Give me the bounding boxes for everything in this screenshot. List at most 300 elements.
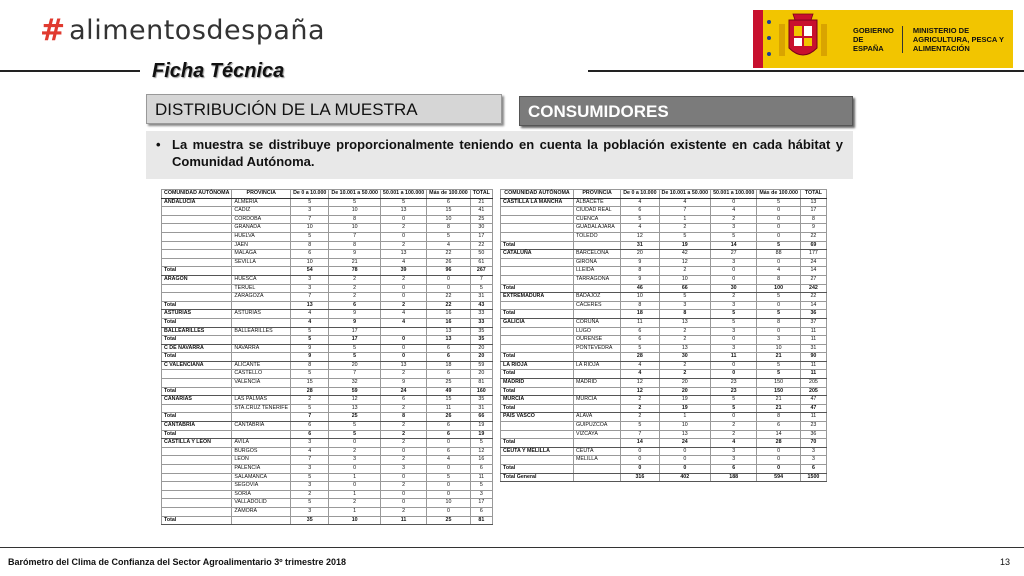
hab-0-10000-cell: 2 (621, 413, 659, 422)
provincia-cell: CADIZ (232, 207, 291, 216)
provincia-cell: MADRID (573, 379, 620, 388)
hab-50001-100000-cell: 24 (380, 387, 426, 396)
hab-mas-100000-cell: 5 (757, 198, 801, 207)
total-cell: 41 (470, 207, 492, 216)
provincia-cell: LUGO (573, 327, 620, 336)
total-cell: 5 (470, 439, 492, 448)
hab-50001-100000-cell: 5 (380, 198, 426, 207)
hab-mas-100000-cell: 0 (757, 215, 801, 224)
hab-50001-100000-cell: 4 (380, 258, 426, 267)
hab-0-10000-cell: 46 (621, 284, 659, 293)
comunidad-cell (162, 482, 232, 491)
total-cell: 69 (800, 241, 826, 250)
hab-10001-50000-cell: 9 (329, 310, 381, 319)
hab-50001-100000-cell: 2 (380, 404, 426, 413)
total-cell: 33 (470, 310, 492, 319)
total-cell: 8 (800, 215, 826, 224)
table-row (162, 465, 493, 474)
total-cell: 267 (470, 267, 492, 276)
total-cell: 12 (470, 447, 492, 456)
hab-50001-100000-cell: 23 (711, 387, 757, 396)
hab-0-10000-cell: 54 (291, 267, 329, 276)
hab-10001-50000-cell: 78 (329, 267, 381, 276)
hab-50001-100000-cell: 0 (380, 499, 426, 508)
hab-50001-100000-cell: 0 (380, 215, 426, 224)
hab-10001-50000-cell: 13 (329, 404, 381, 413)
hab-10001-50000-cell: 20 (659, 379, 711, 388)
comunidad-cell (501, 215, 574, 224)
hab-10001-50000-cell: 42 (659, 250, 711, 259)
total-cell: 3 (800, 456, 826, 465)
table-row (162, 379, 493, 388)
table-row (501, 379, 827, 388)
hab-0-10000-cell: 35 (291, 516, 329, 525)
comunidad-cell (162, 490, 232, 499)
hab-50001-100000-cell: 3 (711, 327, 757, 336)
hab-50001-100000-cell: 0 (380, 344, 426, 353)
hab-0-10000-cell: 2 (621, 404, 659, 413)
provincia-cell: GUADALAJARA (573, 224, 620, 233)
comunidad-cell: Total General (501, 473, 574, 482)
provincia-cell: CEUTA (573, 447, 620, 456)
column-header: De 10.001 a 50.000 (329, 190, 381, 199)
hab-0-10000-cell: 8 (291, 241, 329, 250)
total-cell: 22 (470, 241, 492, 250)
table-total-row (162, 318, 493, 327)
comunidad-cell (162, 250, 232, 259)
table-row (162, 473, 493, 482)
total-cell: 22 (800, 293, 826, 302)
hab-10001-50000-cell: 1 (329, 490, 381, 499)
hab-0-10000-cell: 5 (291, 370, 329, 379)
comunidad-cell (501, 224, 574, 233)
total-cell: 70 (800, 439, 826, 448)
hab-10001-50000-cell: 1 (329, 507, 381, 516)
hab-10001-50000-cell: 20 (329, 361, 381, 370)
table-row (501, 301, 827, 310)
provincia-cell: HUELVA (232, 232, 291, 241)
total-cell: 6 (470, 507, 492, 516)
hab-0-10000-cell: 7 (621, 430, 659, 439)
comunidad-cell (501, 301, 574, 310)
hab-mas-100000-cell: 26 (427, 413, 471, 422)
total-cell: 11 (470, 473, 492, 482)
hab-mas-100000-cell: 0 (427, 275, 471, 284)
total-cell: 11 (800, 361, 826, 370)
table-row (162, 482, 493, 491)
hab-0-10000-cell: 6 (621, 327, 659, 336)
column-header: COMUNIDAD AUTÓNOMA (501, 190, 574, 199)
table-total-row (501, 284, 827, 293)
hab-mas-100000-cell: 0 (757, 327, 801, 336)
total-cell: 9 (800, 224, 826, 233)
methodology-note (146, 131, 853, 179)
hab-0-10000-cell: 4 (291, 447, 329, 456)
table-total-row (501, 404, 827, 413)
hab-0-10000-cell: 5 (291, 336, 329, 345)
hab-mas-100000-cell: 6 (427, 430, 471, 439)
hab-50001-100000-cell: 0 (380, 293, 426, 302)
total-cell: 205 (800, 387, 826, 396)
table-total-row (501, 387, 827, 396)
comunidad-cell (162, 404, 232, 413)
hab-50001-100000-cell: 14 (711, 241, 757, 250)
hab-0-10000-cell: 2 (291, 490, 329, 499)
provincia-cell (232, 516, 291, 525)
hab-50001-100000-cell: 23 (711, 379, 757, 388)
hab-mas-100000-cell: 5 (757, 293, 801, 302)
table-row (501, 318, 827, 327)
hab-10001-50000-cell: 5 (329, 198, 381, 207)
hab-50001-100000-cell: 3 (711, 456, 757, 465)
hab-50001-100000-cell: 2 (711, 430, 757, 439)
comunidad-cell: Total (162, 336, 232, 345)
hab-10001-50000-cell: 2 (659, 267, 711, 276)
table-row (501, 422, 827, 431)
total-cell: 5 (470, 482, 492, 491)
hab-50001-100000-cell: 3 (711, 344, 757, 353)
hab-10001-50000-cell: 6 (329, 301, 381, 310)
provincia-cell: SALAMANCA (232, 473, 291, 482)
provincia-cell: ALMERIA (232, 198, 291, 207)
total-cell: 36 (800, 430, 826, 439)
total-cell: 31 (470, 404, 492, 413)
comunidad-cell: Total (501, 439, 574, 448)
provincia-cell (232, 336, 291, 345)
hab-10001-50000-cell: 2 (329, 499, 381, 508)
hab-0-10000-cell: 5 (291, 232, 329, 241)
hab-50001-100000-cell: 2 (711, 293, 757, 302)
comunidad-cell (162, 465, 232, 474)
comunidad-cell: Total (162, 430, 232, 439)
hab-0-10000-cell: 28 (291, 387, 329, 396)
hab-0-10000-cell: 28 (621, 353, 659, 362)
hab-mas-100000-cell: 0 (757, 207, 801, 216)
comunidad-cell (162, 232, 232, 241)
hab-mas-100000-cell: 594 (757, 473, 801, 482)
table-row (501, 207, 827, 216)
table-row (501, 224, 827, 233)
table-row (162, 232, 493, 241)
hab-10001-50000-cell: 10 (659, 275, 711, 284)
hab-mas-100000-cell: 22 (427, 293, 471, 302)
hab-0-10000-cell: 5 (291, 404, 329, 413)
hab-50001-100000-cell: 4 (711, 207, 757, 216)
hab-10001-50000-cell: 7 (329, 370, 381, 379)
total-cell: 35 (470, 336, 492, 345)
total-cell: 242 (800, 284, 826, 293)
hab-mas-100000-cell: 10 (427, 499, 471, 508)
hab-mas-100000-cell: 14 (757, 430, 801, 439)
hab-50001-100000-cell: 13 (380, 207, 426, 216)
hab-mas-100000-cell: 6 (427, 447, 471, 456)
footer-text: Barómetro del Clima de Confianza del Sector Agroalimentario 3º trimestre 2018 (8, 557, 347, 567)
provincia-cell: VIZCAYA (573, 430, 620, 439)
hab-mas-100000-cell: 21 (757, 353, 801, 362)
hab-0-10000-cell: 10 (621, 293, 659, 302)
hash-logo-mark: # (40, 12, 66, 48)
table-total-row (162, 301, 493, 310)
hab-50001-100000-cell: 6 (380, 396, 426, 405)
comunidad-cell (162, 215, 232, 224)
sample-distribution-table-right (500, 189, 827, 482)
hab-10001-50000-cell: 30 (659, 353, 711, 362)
table-total-row (501, 465, 827, 474)
hab-10001-50000-cell: 0 (659, 465, 711, 474)
hab-50001-100000-cell: 30 (711, 284, 757, 293)
hab-10001-50000-cell: 1 (659, 215, 711, 224)
total-cell: 31 (800, 344, 826, 353)
comunidad-cell: ANDALUCIA (162, 198, 232, 207)
total-cell: 160 (470, 387, 492, 396)
hab-50001-100000-cell: 5 (711, 232, 757, 241)
provincia-cell: MELILLA (573, 456, 620, 465)
comunidad-cell: MADRID (501, 379, 574, 388)
provincia-cell: ZAMORA (232, 507, 291, 516)
hab-0-10000-cell: 8 (291, 361, 329, 370)
hab-10001-50000-cell: 12 (329, 396, 381, 405)
provincia-cell: BARCELONA (573, 250, 620, 259)
provincia-cell (232, 430, 291, 439)
total-cell: 47 (800, 404, 826, 413)
table-row (162, 361, 493, 370)
hab-mas-100000-cell: 6 (427, 353, 471, 362)
provincia-cell: PONTEVEDRA (573, 344, 620, 353)
page-number: 13 (1000, 557, 1011, 567)
hab-50001-100000-cell: 11 (711, 353, 757, 362)
hab-50001-100000-cell: 2 (380, 370, 426, 379)
total-cell: 24 (800, 258, 826, 267)
provincia-cell: PALENCIA (232, 465, 291, 474)
comunidad-cell: CASTILLA LA MANCHA (501, 198, 574, 207)
hab-10001-50000-cell: 2 (659, 336, 711, 345)
comunidad-cell (501, 456, 574, 465)
hab-0-10000-cell: 4 (291, 310, 329, 319)
hab-10001-50000-cell: 7 (659, 207, 711, 216)
hab-0-10000-cell: 6 (291, 422, 329, 431)
hab-10001-50000-cell: 32 (329, 379, 381, 388)
table-row (162, 310, 493, 319)
hab-mas-100000-cell: 26 (427, 258, 471, 267)
hab-mas-100000-cell: 10 (427, 215, 471, 224)
comunidad-cell: Total (501, 284, 574, 293)
hab-50001-100000-cell: 6 (711, 465, 757, 474)
hab-0-10000-cell: 20 (621, 250, 659, 259)
methodology-note-text: La muestra se distribuye proporcionalmente teniendo en cuenta la población existente en cada hábitat y Comunidad Autónoma. (172, 137, 843, 169)
hab-10001-50000-cell: 2 (659, 370, 711, 379)
hab-mas-100000-cell: 5 (757, 241, 801, 250)
hab-0-10000-cell: 316 (621, 473, 659, 482)
hab-50001-100000-cell: 2 (711, 422, 757, 431)
hab-10001-50000-cell: 402 (659, 473, 711, 482)
title-rule-right (588, 70, 1024, 72)
table-row (162, 370, 493, 379)
hab-10001-50000-cell: 10 (329, 207, 381, 216)
total-cell: 177 (800, 250, 826, 259)
hab-50001-100000-cell: 11 (380, 516, 426, 525)
table-row (162, 456, 493, 465)
hab-0-10000-cell: 5 (291, 327, 329, 336)
hab-50001-100000-cell: 13 (380, 250, 426, 259)
total-cell: 66 (470, 413, 492, 422)
comunidad-cell (501, 327, 574, 336)
hab-10001-50000-cell: 2 (329, 293, 381, 302)
comunidad-cell (162, 293, 232, 302)
hab-10001-50000-cell: 19 (659, 396, 711, 405)
table-header-row (501, 190, 827, 199)
hab-50001-100000-cell: 5 (711, 404, 757, 413)
total-cell: 14 (800, 301, 826, 310)
column-header: TOTAL (800, 190, 826, 199)
hab-0-10000-cell: 10 (291, 224, 329, 233)
hab-10001-50000-cell: 0 (329, 482, 381, 491)
hab-mas-100000-cell: 88 (757, 250, 801, 259)
total-cell: 35 (470, 396, 492, 405)
comunidad-cell: MURCIA (501, 396, 574, 405)
provincia-cell: SEVILLA (232, 258, 291, 267)
provincia-cell: CASTELLO (232, 370, 291, 379)
hab-10001-50000-cell: 8 (659, 310, 711, 319)
hab-50001-100000-cell: 0 (380, 284, 426, 293)
hab-50001-100000-cell: 2 (380, 241, 426, 250)
column-header: De 0 a 10.000 (291, 190, 329, 199)
hab-10001-50000-cell: 7 (329, 232, 381, 241)
comunidad-cell: Total (162, 301, 232, 310)
comunidad-cell: BALLEARILLES (162, 327, 232, 336)
hab-10001-50000-cell: 1 (329, 473, 381, 482)
hab-0-10000-cell: 0 (621, 465, 659, 474)
total-cell: 25 (470, 215, 492, 224)
hab-0-10000-cell: 5 (291, 473, 329, 482)
comunidad-cell: CANTABRIA (162, 422, 232, 431)
hab-mas-100000-cell: 0 (757, 301, 801, 310)
table-row (501, 198, 827, 207)
comunidad-cell: PAIS VASCO (501, 413, 574, 422)
hab-10001-50000-cell: 5 (329, 344, 381, 353)
total-cell: 16 (470, 456, 492, 465)
hab-50001-100000-cell: 9 (380, 379, 426, 388)
provincia-cell: OURENSE (573, 336, 620, 345)
provincia-cell (573, 353, 620, 362)
comunidad-cell: Total (501, 387, 574, 396)
provincia-cell: TERUEL (232, 284, 291, 293)
total-cell: 11 (800, 336, 826, 345)
comunidad-cell: Total (162, 516, 232, 525)
hab-mas-100000-cell: 28 (757, 439, 801, 448)
hab-mas-100000-cell: 15 (427, 207, 471, 216)
hab-0-10000-cell: 7 (291, 293, 329, 302)
sample-distribution-table-left (161, 189, 493, 525)
provincia-cell: ZARAGOZA (232, 293, 291, 302)
total-cell: 30 (470, 224, 492, 233)
hab-mas-100000-cell: 5 (757, 370, 801, 379)
hab-50001-100000-cell: 27 (711, 250, 757, 259)
hab-mas-100000-cell: 0 (427, 490, 471, 499)
comunidad-cell (501, 207, 574, 216)
comunidad-cell: CEUTA Y MELILLA (501, 447, 574, 456)
provincia-cell: BURGOS (232, 447, 291, 456)
hab-10001-50000-cell: 25 (329, 413, 381, 422)
hab-mas-100000-cell: 0 (757, 456, 801, 465)
table-row (162, 250, 493, 259)
provincia-cell (573, 241, 620, 250)
comunidad-cell: CATALUÑA (501, 250, 574, 259)
hab-mas-100000-cell: 6 (427, 198, 471, 207)
table-total-row (501, 310, 827, 319)
hab-0-10000-cell: 12 (621, 387, 659, 396)
hab-0-10000-cell: 8 (621, 301, 659, 310)
provincia-cell (573, 310, 620, 319)
hab-0-10000-cell: 9 (621, 275, 659, 284)
comunidad-cell: CANARIAS (162, 396, 232, 405)
comunidad-cell (501, 275, 574, 284)
alimentos-de-espana-logo (40, 12, 325, 48)
hab-mas-100000-cell: 22 (427, 301, 471, 310)
total-cell: 27 (800, 275, 826, 284)
hab-0-10000-cell: 3 (291, 465, 329, 474)
table-row (501, 327, 827, 336)
provincia-cell: GRANADA (232, 224, 291, 233)
hab-50001-100000-cell: 2 (380, 301, 426, 310)
hab-50001-100000-cell: 2 (380, 482, 426, 491)
hab-mas-100000-cell: 6 (427, 344, 471, 353)
total-cell: 81 (470, 516, 492, 525)
total-cell: 20 (470, 353, 492, 362)
government-banner (753, 10, 1013, 68)
provincia-cell: CORDOBA (232, 215, 291, 224)
provincia-cell: GIRONA (573, 258, 620, 267)
provincia-cell (232, 353, 291, 362)
column-header: TOTAL (470, 190, 492, 199)
total-cell: 11 (800, 413, 826, 422)
hab-0-10000-cell: 6 (621, 207, 659, 216)
table-row (501, 413, 827, 422)
hab-mas-100000-cell: 0 (757, 465, 801, 474)
hab-mas-100000-cell: 5 (757, 361, 801, 370)
hab-0-10000-cell: 8 (621, 267, 659, 276)
table-total-row (162, 516, 493, 525)
hab-50001-100000-cell: 8 (380, 413, 426, 422)
table-total-row (162, 353, 493, 362)
table-row (501, 361, 827, 370)
hab-10001-50000-cell: 2 (329, 447, 381, 456)
column-header: PROVINCIA (232, 190, 291, 199)
provincia-cell (573, 284, 620, 293)
hab-0-10000-cell: 4 (621, 198, 659, 207)
provincia-cell (232, 301, 291, 310)
table-row (162, 293, 493, 302)
table-row (162, 447, 493, 456)
hab-10001-50000-cell: 2 (329, 284, 381, 293)
hab-50001-100000-cell: 2 (380, 439, 426, 448)
total-cell: 1500 (800, 473, 826, 482)
hab-mas-100000-cell: 0 (757, 447, 801, 456)
comunidad-cell (162, 370, 232, 379)
hab-mas-100000-cell: 11 (427, 404, 471, 413)
comunidad-cell (162, 456, 232, 465)
hab-50001-100000-cell: 188 (711, 473, 757, 482)
table-row (162, 404, 493, 413)
provincia-cell: JAEN (232, 241, 291, 250)
hab-50001-100000-cell: 4 (711, 439, 757, 448)
total-cell: 50 (470, 250, 492, 259)
hab-mas-100000-cell: 49 (427, 387, 471, 396)
table-row (162, 224, 493, 233)
hab-50001-100000-cell: 0 (380, 353, 426, 362)
hab-10001-50000-cell: 5 (659, 232, 711, 241)
total-cell: 37 (800, 318, 826, 327)
table-row (162, 422, 493, 431)
